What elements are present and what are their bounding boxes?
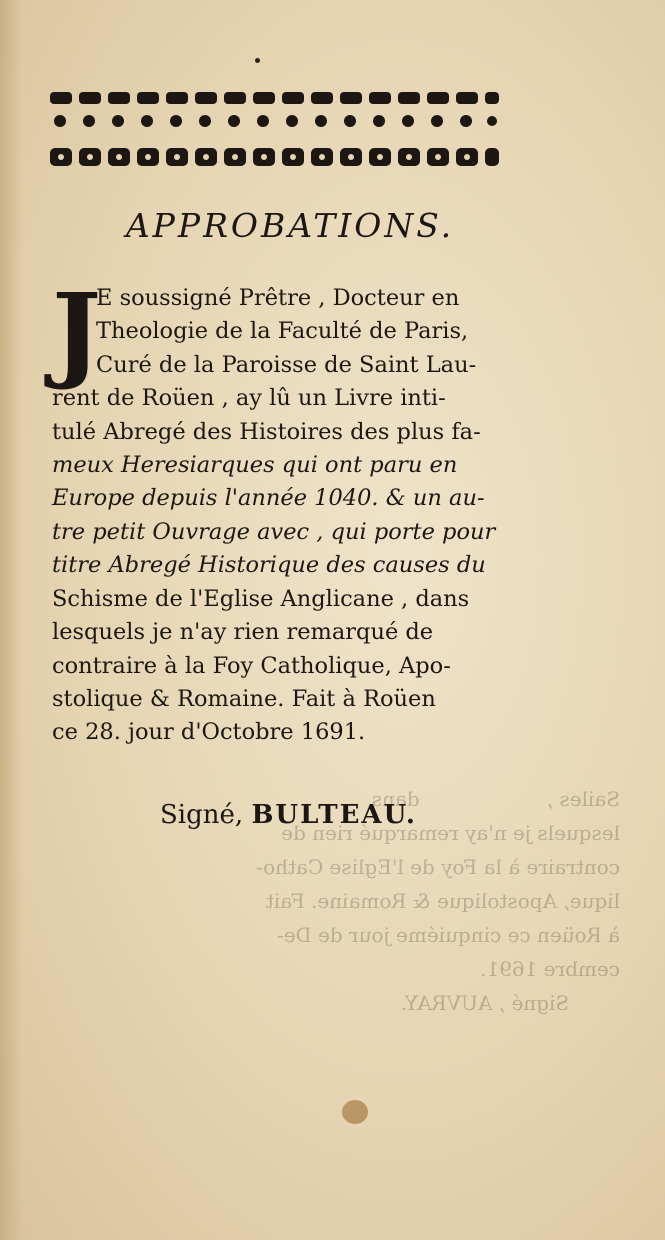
text-line: contraire à la Foy Catholique, Apo-: [52, 653, 451, 679]
text-line: Schisme de l'Eglise Anglicane , dans: [52, 586, 470, 612]
page-shadow: [0, 0, 22, 1240]
show-through-text: Sailes , dans lesquels je n'ay remarqué rien de contraire à la Foy de l'Eglise Catho- lique, Apostolique & Romaine. Fait à Roüen ce cinquiéme jour de De- cembre 1691. Signé , AUVRAY.: [256, 787, 620, 1015]
signature-prefix: Signé,: [160, 800, 244, 830]
text-line: rent de Roüen , ay lû un Livre inti-: [52, 385, 446, 411]
signature-line: [160, 800, 417, 830]
text-line: ce 28. jour d'Octobre 1691.: [52, 719, 366, 745]
text-line: stolique & Romaine. Fait à Roüen: [52, 686, 436, 712]
text-line: titre Abregé Historique des causes du: [52, 552, 486, 578]
drop-cap: J: [52, 270, 102, 393]
ink-stain: [342, 1100, 368, 1124]
text-line: Curé de la Paroisse de Saint Lau-: [96, 352, 477, 378]
text-line: E soussigné Prêtre , Docteur en: [96, 285, 460, 311]
text-line: Theologie de la Faculté de Paris,: [96, 318, 469, 344]
ornament-band-top: [46, 90, 504, 130]
text-line: meux Heresiarques qui ont paru en: [52, 452, 458, 478]
text-line: Europe depuis l'année 1040. & un au-: [52, 485, 485, 511]
text-line: tulé Abregé des Histoires des plus fa-: [52, 419, 481, 445]
text-line: tre petit Ouvrage avec , qui porte pour: [52, 519, 496, 545]
signature-name: BULTEAU.: [251, 800, 417, 830]
ornament-band-bottom: [46, 138, 504, 172]
ink-speck: [255, 58, 260, 63]
text-line: lesquels je n'ay rien remarqué de: [52, 619, 434, 645]
section-heading: APPROBATIONS.: [125, 206, 455, 245]
